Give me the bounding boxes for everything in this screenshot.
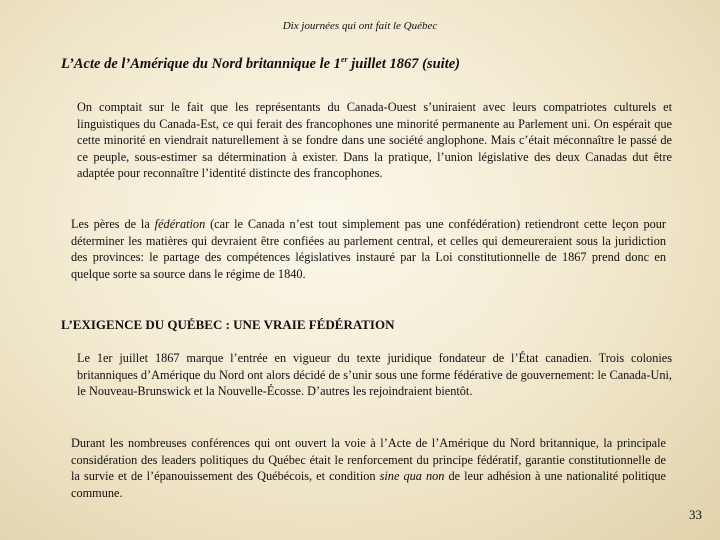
title-superscript: er — [340, 55, 348, 64]
running-header: Dix journées qui ont fait le Québec — [282, 20, 438, 32]
paragraph-4-text-end: de leur adhésion à une nationalité politique commune. — [71, 469, 666, 500]
paragraph-2-emphasis: fédération — [154, 217, 206, 231]
page-title — [61, 55, 661, 73]
paragraph-4-emphasis: sine qua non — [379, 469, 445, 483]
paragraph-4-text: Durant les nombreuses conférences qui ont ouvert la voie à l’Acte de l’Amérique du Nord britannique, la principale considération des leaders politiques du Québec était le renforcement du principe fédératif, garantie constitutionnelle de la survie et de l’épanouissement des Québécois, et condition — [71, 436, 666, 483]
paragraph-2-text-end: (car le Canada n’est tout simplement pas une confédération) retiendront cette leçon pour déterminer les matières qui devraient être confiées au parlement central, et celles qui demeureraient sous la juridiction des provinces: le partage des compétences législatives instauré par la Loi constitutionnelle de 1867 prend donc en quelque sorte sa source dans le régime de 1840. — [71, 217, 666, 281]
paragraph-4 — [61, 435, 666, 501]
paragraph-2-text: Les pères de la — [71, 217, 155, 231]
paragraph-1: On comptait sur le fait que les représentants du Canada-Ouest s’uniraient avec leurs compatriotes culturels et linguistiques du Canada-Est, ce qui ferait des francophones une minorité permanente au Parlement uni. On espérait que cette minorité en viendrait naturellement à se fondre dans une société anglophone. Mais c’était méconnaître le passé de ce peuple, sous-estimer sa détermination à exister. Dans la pratique, l’union législative des deux Canadas dut être adaptée pour reconnaître l’identité distincte des francophones. — [77, 100, 672, 180]
title-text-end: juillet 1867 (suite) — [347, 55, 460, 72]
paragraph-3: Le 1er juillet 1867 marque l’entrée en vigueur du texte juridique fondateur de l’État canadien. Trois colonies britanniques d’Amérique du Nord ont alors décidé de s’unir sous une forme fédérative de gouvernement: le Canada-Uni, le Nouveau-Brunswick et la Nouvelle-Écosse. D’autres les rejoindraient bientôt. — [77, 351, 672, 398]
title-text: L’Acte de l’Amérique du Nord britannique le 1 — [61, 55, 341, 72]
section-heading: L’EXIGENCE DU QUÉBEC : UNE VRAIE FÉDÉRATION — [61, 317, 395, 332]
page-number: 33 — [689, 507, 702, 522]
paragraph-2 — [61, 216, 666, 282]
